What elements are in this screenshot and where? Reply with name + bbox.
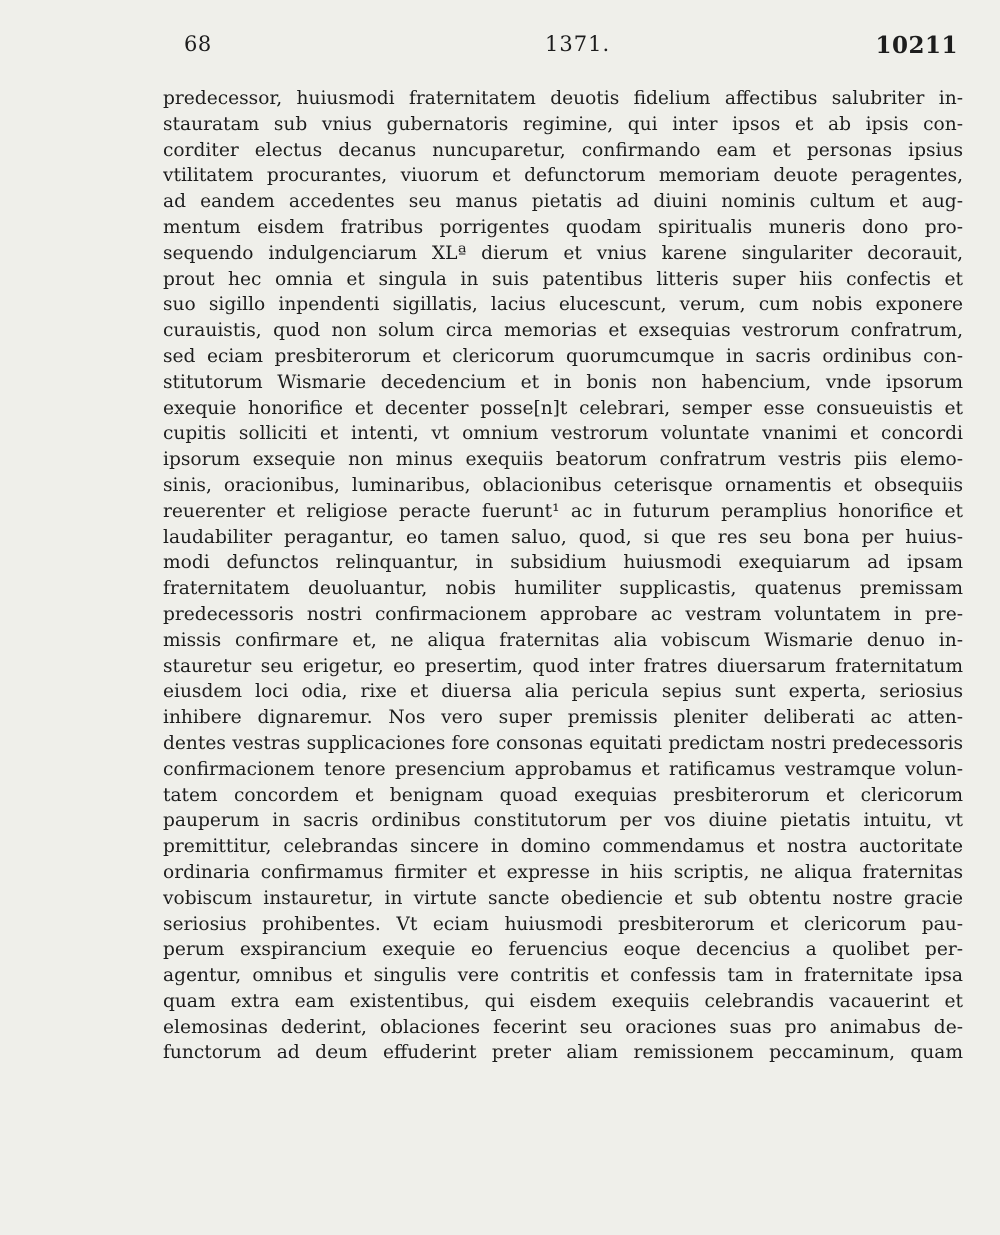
text-line: prout hec omnia et singula in suis patentibus litteris super hiis confectis et — [163, 268, 963, 290]
year-heading: 1371. — [545, 32, 611, 56]
text-line: stauratam sub vnius gubernatoris regimine, qui inter ipsos et ab ipsis con- — [163, 113, 963, 135]
page-number: 68 — [184, 32, 212, 56]
text-line: cupitis solliciti et intenti, vt omnium vestrorum voluntate vnanimi et concordi — [163, 423, 963, 445]
text-line: tatem concordem et benignam quoad exequias presbiterorum et clericorum — [163, 784, 963, 806]
text-line: seriosius prohibentes. Vt eciam huiusmodi presbiterorum et clericorum pau- — [163, 913, 963, 935]
text-line: eiusdem loci odia, rixe et diuersa alia pericula sepius sunt experta, seriosius — [163, 681, 963, 703]
text-line: inhibere dignaremur. Nos vero super premissis pleniter deliberati ac atten- — [163, 707, 963, 729]
text-line: predecessoris nostri confirmacionem approbare ac vestram voluntatem in pre- — [163, 603, 963, 625]
text-line: confirmacionem tenore presencium approbamus et ratificamus vestramque volun- — [163, 758, 963, 780]
text-line: ad eandem accedentes seu manus pietatis ad diuini nominis cultum et aug- — [163, 191, 963, 213]
text-line: predecessor, huiusmodi fraternitatem deuotis fidelium affectibus salubriter in- — [163, 88, 963, 109]
text-line: ordinaria confirmamus firmiter et expresse in hiis scriptis, ne aliqua fraternitas — [163, 861, 963, 883]
text-line: agentur, omnibus et singulis vere contritis et confessis tam in fraternitate ipsa — [163, 965, 963, 987]
page-header — [180, 32, 958, 62]
text-line: dentes vestras supplicaciones fore consonas equitati predictam nostri predecessoris — [163, 732, 963, 754]
text-line: laudabiliter peragantur, eo tamen saluo, quod, si que res seu bona per huius- — [163, 526, 963, 548]
text-line: curauistis, quod non solum circa memorias et exsequias vestrorum confratrum, — [163, 320, 963, 342]
body-text — [163, 86, 963, 1066]
text-line: premittitur, celebrandas sincere in domino commendamus et nostra auctoritate — [163, 836, 963, 858]
text-line: sed eciam presbiterorum et clericorum quorumcumque in sacris ordinibus con- — [163, 345, 963, 367]
text-line: reuerenter et religiose peracte fuerunt¹ ac in futurum peramplius honorifice et — [163, 500, 963, 522]
text-line: pauperum in sacris ordinibus constitutorum per vos diuine pietatis intuitu, vt — [163, 810, 963, 832]
text-line: missis confirmare et, ne aliqua fraternitas alia vobiscum Wismarie denuo in- — [163, 629, 963, 651]
text-line: mentum eisdem fratribus porrigentes quodam spiritualis muneris dono pro- — [163, 216, 963, 238]
text-line: sinis, oracionibus, luminaribus, oblacionibus ceterisque ornamentis et obsequiis — [163, 474, 963, 496]
text-line: stitutorum Wismarie decedencium et in bonis non habencium, vnde ipsorum — [163, 371, 963, 393]
text-line: elemosinas dederint, oblaciones fecerint seu oraciones suas pro animabus de- — [163, 1016, 963, 1038]
text-line: fraternitatem deuoluantur, nobis humiliter supplicastis, quatenus premissam — [163, 578, 963, 600]
text-line: vtilitatem procurantes, viuorum et defunctorum memoriam deuote peragentes, — [163, 165, 963, 187]
text-line: vobiscum instauretur, in virtute sancte obediencie et sub obtentu nostre gracie — [163, 887, 963, 909]
text-line: perum exspirancium exequie eo feruencius eoque decencius a quolibet per- — [163, 939, 963, 961]
text-line: sequendo indulgenciarum XLª dierum et vnius karene singulariter decorauit, — [163, 242, 963, 264]
text-line: modi defunctos relinquantur, in subsidium huiusmodi exequiarum ad ipsam — [163, 552, 963, 574]
text-line: exequie honorifice et decenter posse[n]t celebrari, semper esse consueuistis et — [163, 397, 963, 419]
text-line: quam extra eam existentibus, qui eisdem exequiis celebrandis vacauerint et — [163, 990, 963, 1012]
text-line: functorum ad deum effuderint preter aliam remissionem peccaminum, quam — [163, 1042, 963, 1064]
text-line: corditer electus decanus nuncuparetur, confirmando eam et personas ipsius — [163, 139, 963, 161]
text-line: suo sigillo inpendenti sigillatis, lacius elucescunt, verum, cum nobis exponere — [163, 294, 963, 316]
text-line: ipsorum exsequie non minus exequiis beatorum confratrum vestris piis elemo- — [163, 449, 963, 471]
text-line: stauretur seu erigetur, eo presertim, quod inter fratres diuersarum fraternitatum — [163, 655, 963, 677]
document-number: 10211 — [875, 32, 958, 59]
